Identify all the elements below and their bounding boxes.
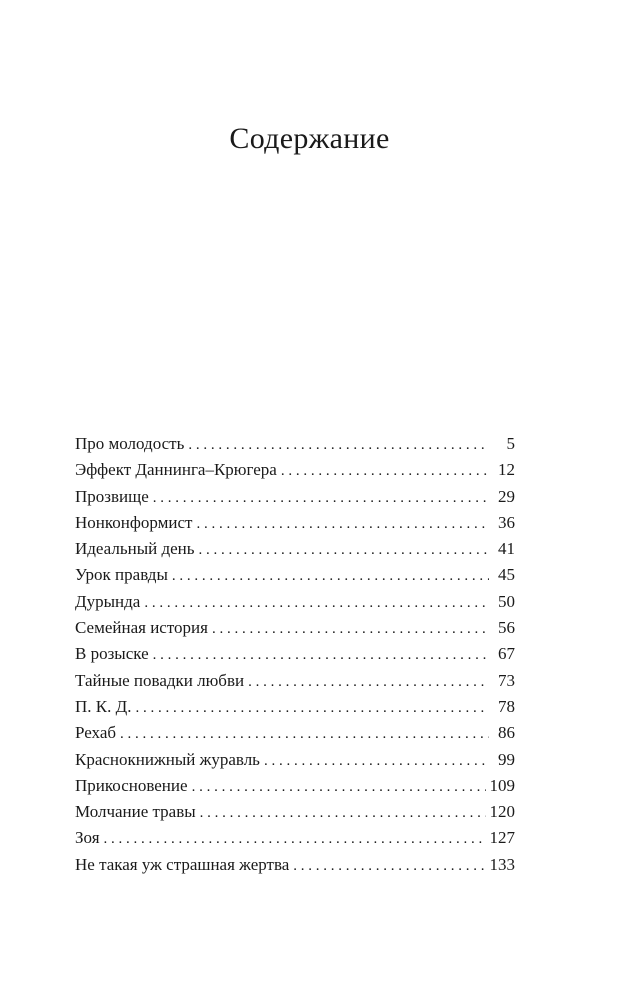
toc-entry-title: Прикосновение [75,775,188,795]
toc-entry-title: Зоя [75,828,100,848]
toc-entry-page: 29 [498,486,515,506]
toc-dot-leader [264,748,489,774]
toc-dot-leader [153,642,489,668]
toc-dot-leader [248,669,489,695]
toc-entry-page: 56 [498,618,515,638]
toc-dot-leader [281,458,489,484]
toc-dot-leader [172,563,489,589]
toc-entry [75,510,515,536]
toc-entry-title: Краснокнижный журавль [75,749,260,769]
toc-entry-page: 78 [498,696,515,716]
toc-entry [75,589,515,615]
toc-dot-leader [293,853,485,879]
toc-entry-title: Идеальный день [75,539,195,559]
toc-dot-leader [188,432,489,458]
toc-entry-title: Нонконформист [75,512,193,532]
toc-entry-title: Прозвище [75,486,149,506]
toc-entry-title: В розыске [75,644,149,664]
toc-dot-leader [199,537,489,563]
toc-entry [75,799,515,825]
toc-entry-page: 127 [489,828,515,848]
toc-dot-leader [192,774,486,800]
page-title: Содержание [229,122,390,155]
toc-entry-title: Семейная история [75,618,208,638]
toc-entry [75,747,515,773]
toc-dot-leader [144,590,489,616]
toc-entry [75,720,515,746]
toc-entry-page: 45 [498,565,515,585]
toc-entry-title: Тайные повадки любви [75,670,245,690]
toc-entry-page: 12 [498,460,515,480]
toc-entry-page: 99 [498,749,515,769]
toc-entry [75,536,515,562]
toc-entry-title: Эффект Даннинга–Крюгера [75,460,277,480]
toc-dot-leader [212,616,489,642]
toc-entry-title: Урок правды [75,565,168,585]
toc-entry [75,562,515,588]
toc-entry [75,852,515,878]
toc-entry [75,431,515,457]
toc-entry-page: 5 [506,434,515,453]
toc-dot-leader [200,800,486,826]
toc-dot-leader [135,695,489,721]
toc-entry-page: 120 [489,802,515,822]
toc-entry-title: Про молодость [75,434,185,453]
table-of-contents [75,431,515,878]
toc-entry-page: 41 [498,539,515,559]
toc-entry [75,457,515,483]
toc-dot-leader [120,721,489,747]
toc-entry [75,825,515,851]
toc-entry [75,668,515,694]
toc-entry-page: 86 [498,723,515,743]
toc-entry-title: Рехаб [75,723,117,743]
toc-entry-title: Молчание травы [75,802,196,822]
toc-entry [75,484,515,510]
toc-entry-title: Дурында [75,591,141,611]
toc-dot-leader [196,511,489,537]
toc-entry-page: 36 [498,512,515,532]
toc-entry [75,694,515,720]
toc-entry-page: 133 [489,854,515,874]
toc-entry-page: 50 [498,591,515,611]
toc-entry [75,641,515,667]
toc-dot-leader [153,485,489,511]
toc-entry [75,773,515,799]
toc-entry-page: 73 [498,670,515,690]
toc-entry-title: П. К. Д. [75,696,132,716]
toc-entry [75,615,515,641]
toc-entry-page: 67 [498,644,515,664]
toc-entry-page: 109 [489,775,515,795]
toc-dot-leader [104,826,486,852]
toc-entry-title: Не такая уж страшная жертва [75,854,290,874]
